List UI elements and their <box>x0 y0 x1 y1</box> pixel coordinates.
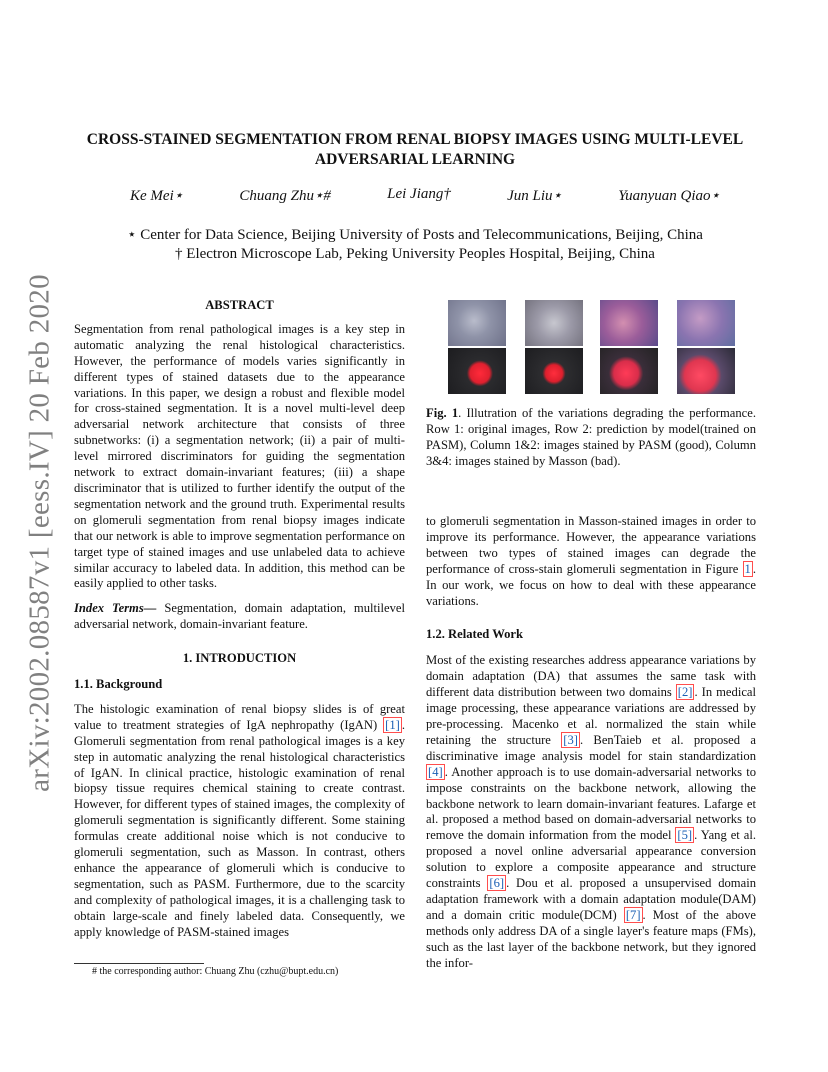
left-column <box>74 298 405 941</box>
citation-link[interactable]: [7] <box>625 907 641 922</box>
related-text: Most of the existing researches address appearance variations by domain adaptation (DA) that assumes the same task with different data distribution between two domains [2] . In medical image processing, these appearance variations are addressed by pre-processing. Macenko et al. normalized the stain while retaining the structure [3] . BenTaieb et al. proposed a discriminative image analysis model for stain standardization [4] . Another approach is to use domain-adversarial networks to impose constraints on the backbone network, allowing the backbone network to learn domain-invariant features. Lafarge et al. proposed a method based on domain-adversarial networks to remove the domain information from the model [5] . Yang et al. proposed a novel online adversarial appearance conversion solution to explore a composite appearance and structure constraints [6] . Dou et al. proposed a unsupervised domain adaptation framework with a domain adaptation module(DAM) and a domain critic module(DCM) [7] . Most of the above methods only address DA of a single layer's feature maps (FMs), such as the last layer of the backbone network, but they ignored the infor- <box>426 653 756 970</box>
author: Jun Liu⋆ <box>507 188 562 204</box>
citation-link[interactable]: [2] <box>677 685 693 700</box>
related-heading: 1.2. Related Work <box>426 627 524 642</box>
citation-link[interactable]: [5] <box>677 828 693 843</box>
author: Ke Mei⋆ <box>130 188 184 204</box>
masson-image <box>600 300 658 346</box>
background-text: The histologic examination of renal biopsy slides is of great value to treatment strategies of IgA nephropathy (IgAN) [1] . Glomeruli segmentation from renal pathological images is a key step in automatic analyzing the renal histological characteristics of IgAN. In clinical practice, histologic examination of renal biopsy tissue requires chemical staining to create contrast. However, for different types of stained images, the complexity of glomeruli segmentation is significantly different. Some staining formulas create additional noise which is not conducive to glomeruli segmentation, such as Masson. In contrast, others enhance the appearance of glomeruli which is conducive to segmentation, such as PASM. Furthermore, due to the scarcity and complexity of pathological images, it is a challenging task to obtain large-scale and finely labeled data. Consequently, we apply knowledge of PASM-stained images <box>74 701 405 939</box>
affiliations: ⋆ Center for Data Science, Beijing University of Posts and Telecommunications, Beijing, China † Electron Microscope Lab, Peking University Peoples Hospital, Beijing, China <box>127 227 703 262</box>
author: Yuanyuan Qiao⋆ <box>618 188 720 204</box>
paper-title: CROSS-STAINED SEGMENTATION FROM RENAL BIOPSY IMAGES USING MULTI-LEVEL ADVERSARIAL LEARNING <box>86 131 744 168</box>
pasm-image <box>448 300 506 346</box>
prediction-image <box>600 348 658 394</box>
citation-link[interactable]: [4] <box>428 764 443 779</box>
abstract-heading: ABSTRACT <box>205 298 274 312</box>
author: Lei Jiang† <box>387 186 451 202</box>
prediction-image <box>448 348 506 394</box>
figure-caption: Fig. 1. Illutration of the variations degrading the performance. Row 1: original images, Row 2: prediction by model(trained on PASM), Column 1&2: images stained by PASM (good), Column 3&4: images stained by Masson (bad). <box>426 406 756 468</box>
background-heading: 1.1. Background <box>74 677 163 692</box>
pasm-image <box>525 300 583 346</box>
citation-link[interactable]: [6] <box>489 876 505 891</box>
footnote-rule <box>74 963 204 964</box>
intro-continued: to glomeruli segmentation in Masson-stained images in order to improve its performance. However, the appearance variations between two types of stained images can degrade the performance of cross-stain glomeruli segmentation in Figure 1 . In our work, we focus on how to deal with these appearance variations. <box>426 514 756 608</box>
footnote: # the corresponding author: Chuang Zhu (czhu@bupt.edu.cn) <box>92 966 339 977</box>
figure-ref-link[interactable]: 1 <box>744 561 751 576</box>
arxiv-stamp: arXiv:2002.08587v1 [eess.IV] 20 Feb 2020 <box>23 274 56 792</box>
citation-link[interactable]: [1] <box>385 717 400 732</box>
index-terms: Index Terms— Segmentation, domain adaptation, multilevel adversarial network, domain-invariant feature. <box>74 601 405 632</box>
abstract-text: Segmentation from renal pathological images is a key step in automatic analyzing the renal histological characteristics. However, the performance of models varies significantly in different types of stained datasets due to the appearance variations. In this paper, we design a robust and flexible model for cross-stained segmentation. It is a novel multi-level deep adversarial network architecture that consists of three subnetworks: (i) a segmentation network; (ii) a pair of multi-level mirrored discriminators for guiding the segmentation network to extract domain-invariant features; (iii) a shape discriminator that is utilized to further identify the output of the segmentation network and the ground truth. Experimental results on glomeruli segmentation from renal biopsy images indicate that our network is able to improve segmentation performance on target type of stained images and use unlabeled data to achieve similar accuracy to labeled data. In addition, this method can be easily applied to other tasks. <box>74 321 405 591</box>
masson-image <box>677 300 735 346</box>
figure-1 <box>448 300 738 394</box>
prediction-image <box>525 348 583 394</box>
intro-heading: 1. INTRODUCTION <box>182 651 297 666</box>
right-column <box>426 514 756 971</box>
prediction-image <box>677 348 735 394</box>
author-list <box>130 186 720 205</box>
author: Chuang Zhu⋆# <box>239 188 331 204</box>
citation-link[interactable]: [3] <box>563 732 578 747</box>
